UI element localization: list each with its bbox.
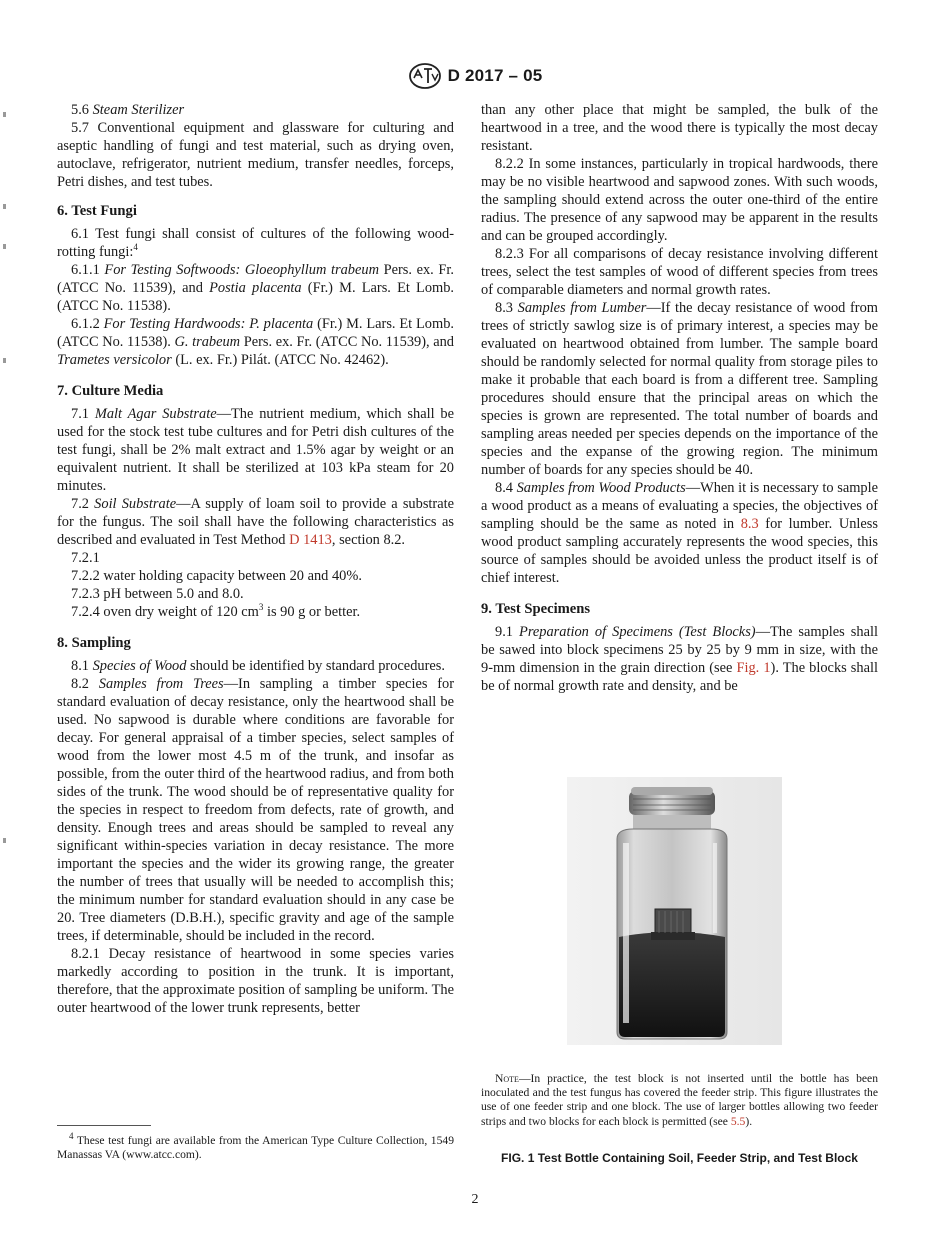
margin-mark (3, 244, 6, 249)
paragraph-7-2: 7.2 Soil Substrate—A supply of loam soil to provide a substrate for the fungus. The soil shall have the following characteristics as described and evaluated in Test Method D 1413, section 8.2. (57, 496, 454, 548)
paragraph-7-2-3: 7.2.3 pH between 5.0 and 8.0. (71, 586, 244, 602)
paragraph-8-2-1: 8.2.1 Decay resistance of heartwood in some species varies markedly according to position in the trunk. It is important, therefore, that the approximate position of sampling be uniform. The outer heartwood of the lower trunk represents, better (57, 946, 454, 1016)
footnote: $^4$ These test fungi are available from the American Type Culture Collection, 1549 Manassas VA (www.atcc.com). (57, 1131, 454, 1162)
paragraph-8-1: 8.1 Species of Wood should be identified by standard procedures. (71, 658, 445, 674)
paragraph-8-4: 8.4 Samples from Wood Products—When it is necessary to sample a wood product as a means of evaluating a species, the objectives of sampling should be the same as noted in 8.3 for lumber. Unless wood product sampling accurately represents the wood species, this source of samples should be avoided unless the product itself is of chief interest. (481, 480, 878, 586)
paragraph-7-1: 7.1 Malt Agar Substrate—The nutrient medium, which shall be used for the stock test tube cultures and for Petri dish cultures of the test fungi, shall be 2% malt extract and 1.5% agar by weight or an equivalent nutrient. It shall be sterilized at 103 kPa steam for 20 minutes. (57, 406, 454, 494)
paragraph-8-2: 8.2 Samples from Trees—In sampling a timber species for standard evaluation of decay resistance, only the heartwood shall be used. No sapwood is durable where conditions are favorable for decay. For general appraisal of a timber species, select samples of wood from the lower most 4.5 m of the trunk, and insofar as possible, from the outer third of the heartwood radius, and from both sides of the trunk. The wood should be of representative quality for the species in respect to freedom from defects, rate of growth, and density. Enough trees and areas should be sampled to reveal any significant within-species variation in decay resistance. The more important the species and the wider its growing range, the greater the number of trees that usually will be needed to accomplish this; the minimum number for standard evaluation should in any case be 20. Tree diameters (D.B.H.), specific gravity and age of the sample trees, if determinable, should be included in the record. (57, 676, 454, 944)
paragraph-8-2-3: 8.2.3 For all comparisons of decay resistance involving different trees, select the test samples of wood of different species from trees of comparable diameters and normal growth rates. (481, 246, 878, 298)
paragraph-6-1: 6.1 Test fungi shall consist of cultures of the following wood-rotting fungi:$^4$ (57, 226, 454, 260)
paragraph-7-2-4: 7.2.4 oven dry weight of 120 $cm^3$ is 90 g or better. (71, 602, 361, 620)
paragraph-continued: than any other place that might be sampled, the bulk of the heartwood in a tree, and the wood there is typically the most decay resistant. (481, 102, 878, 154)
paragraph-6-1-2: 6.1.2 For Testing Hardwoods: P. placenta (Fr.) M. Lars. Et Lomb. (ATCC No. 11538). G. trabeum Pers. ex. Fr. (ATCC No. 11539), and Trametes versicolor (L. ex. Fr.) Pilát. (ATCC No. 42462). (57, 316, 455, 368)
page-header (0, 62, 950, 95)
link-section-8-3[interactable]: 8.3 (740, 516, 759, 532)
link-fig-1[interactable]: Fig. 1 (736, 660, 771, 676)
section-heading-7: 7. Culture Media (57, 383, 164, 399)
margin-mark (3, 838, 6, 843)
paragraph-5-7: 5.7 Conventional equipment and glassware for culturing and aseptic handling of fungi and test material, such as drying oven, autoclave, refrigerator, nutrient medium, transfer needles, forceps, Petri dishes, and test tubes. (57, 120, 454, 190)
figure-note: Note—In practice, the test block is not inserted until the bottle has been inoculated and the test fungus has covered the feeder strip. This figure illustrates the use of one feeder strip and one block. The use of larger bottles allowing two feeder strips and two blocks for each block is permitted (see 5.5). (481, 1072, 878, 1128)
link-section-5-5[interactable]: 5.5 (730, 1114, 746, 1128)
paragraph-5-6: 5.6 Steam Sterilizer (71, 102, 185, 118)
paragraph-8-3: 8.3 Samples from Lumber—If the decay resistance of wood from trees of strictly sawlog size is of primary interest, a species may be evaluated on heartwood obtained from lumber. The sample board should be randomly selected for normal quality from storage piles to make it probable that each board is from a different tree. Sampling procedures should ensure that the principal areas on which the species is grown are represented. The total number of boards and sampling areas needed per species depends on the importance of the species and the expanse of the growing region. The minimum number of boards for any species should be 40. (481, 300, 878, 478)
paragraph-8-2-2: 8.2.2 In some instances, particularly in tropical hardwoods, there may be no visible heartwood and sapwood zones. With such woods, the sampling should extend across the outer one-third of the entire radius. The presence of any sapwood may be apparent in the results and can be grouped accordingly. (481, 156, 878, 244)
figure-caption: FIG. 1 Test Bottle Containing Soil, Feeder Strip, and Test Block (501, 1151, 858, 1165)
section-heading-6: 6. Test Fungi (57, 203, 137, 219)
margin-mark (3, 112, 6, 117)
page-number: 2 (471, 1192, 479, 1207)
left-column (57, 101, 454, 1017)
section-heading-9: 9. Test Specimens (481, 601, 591, 617)
link-d1413[interactable]: D 1413 (289, 532, 332, 548)
paragraph-7-2-2: 7.2.2 water holding capacity between 20 and 40%. (71, 568, 362, 584)
paragraph-6-1-1: 6.1.1 For Testing Softwoods: Gloeophyllum trabeum Pers. ex. Fr. (ATCC No. 11539), and Postia placenta (Fr.) M. Lars. Et Lomb. (ATCC No. 11538). (57, 262, 455, 314)
right-column (481, 101, 878, 695)
astm-logo-icon (408, 62, 442, 90)
bottle-illustration (567, 777, 782, 1045)
paragraph-9-1: 9.1 Preparation of Specimens (Test Blocks)—The samples shall be sawed into block specimens 25 by 25 by 9 mm in size, with the 9-mm dimension in the grain direction (see Fig. 1). The blocks shall be of normal growth rate and density, and be (481, 624, 878, 694)
test-bottle-photo (567, 777, 782, 1045)
document-designation: D 2017 – 05 (447, 66, 543, 85)
margin-mark (3, 358, 6, 363)
margin-mark (3, 204, 6, 209)
section-heading-8: 8. Sampling (57, 635, 131, 651)
paragraph-7-2-1: 7.2.1 (71, 550, 100, 566)
footnote-rule (57, 1125, 151, 1126)
